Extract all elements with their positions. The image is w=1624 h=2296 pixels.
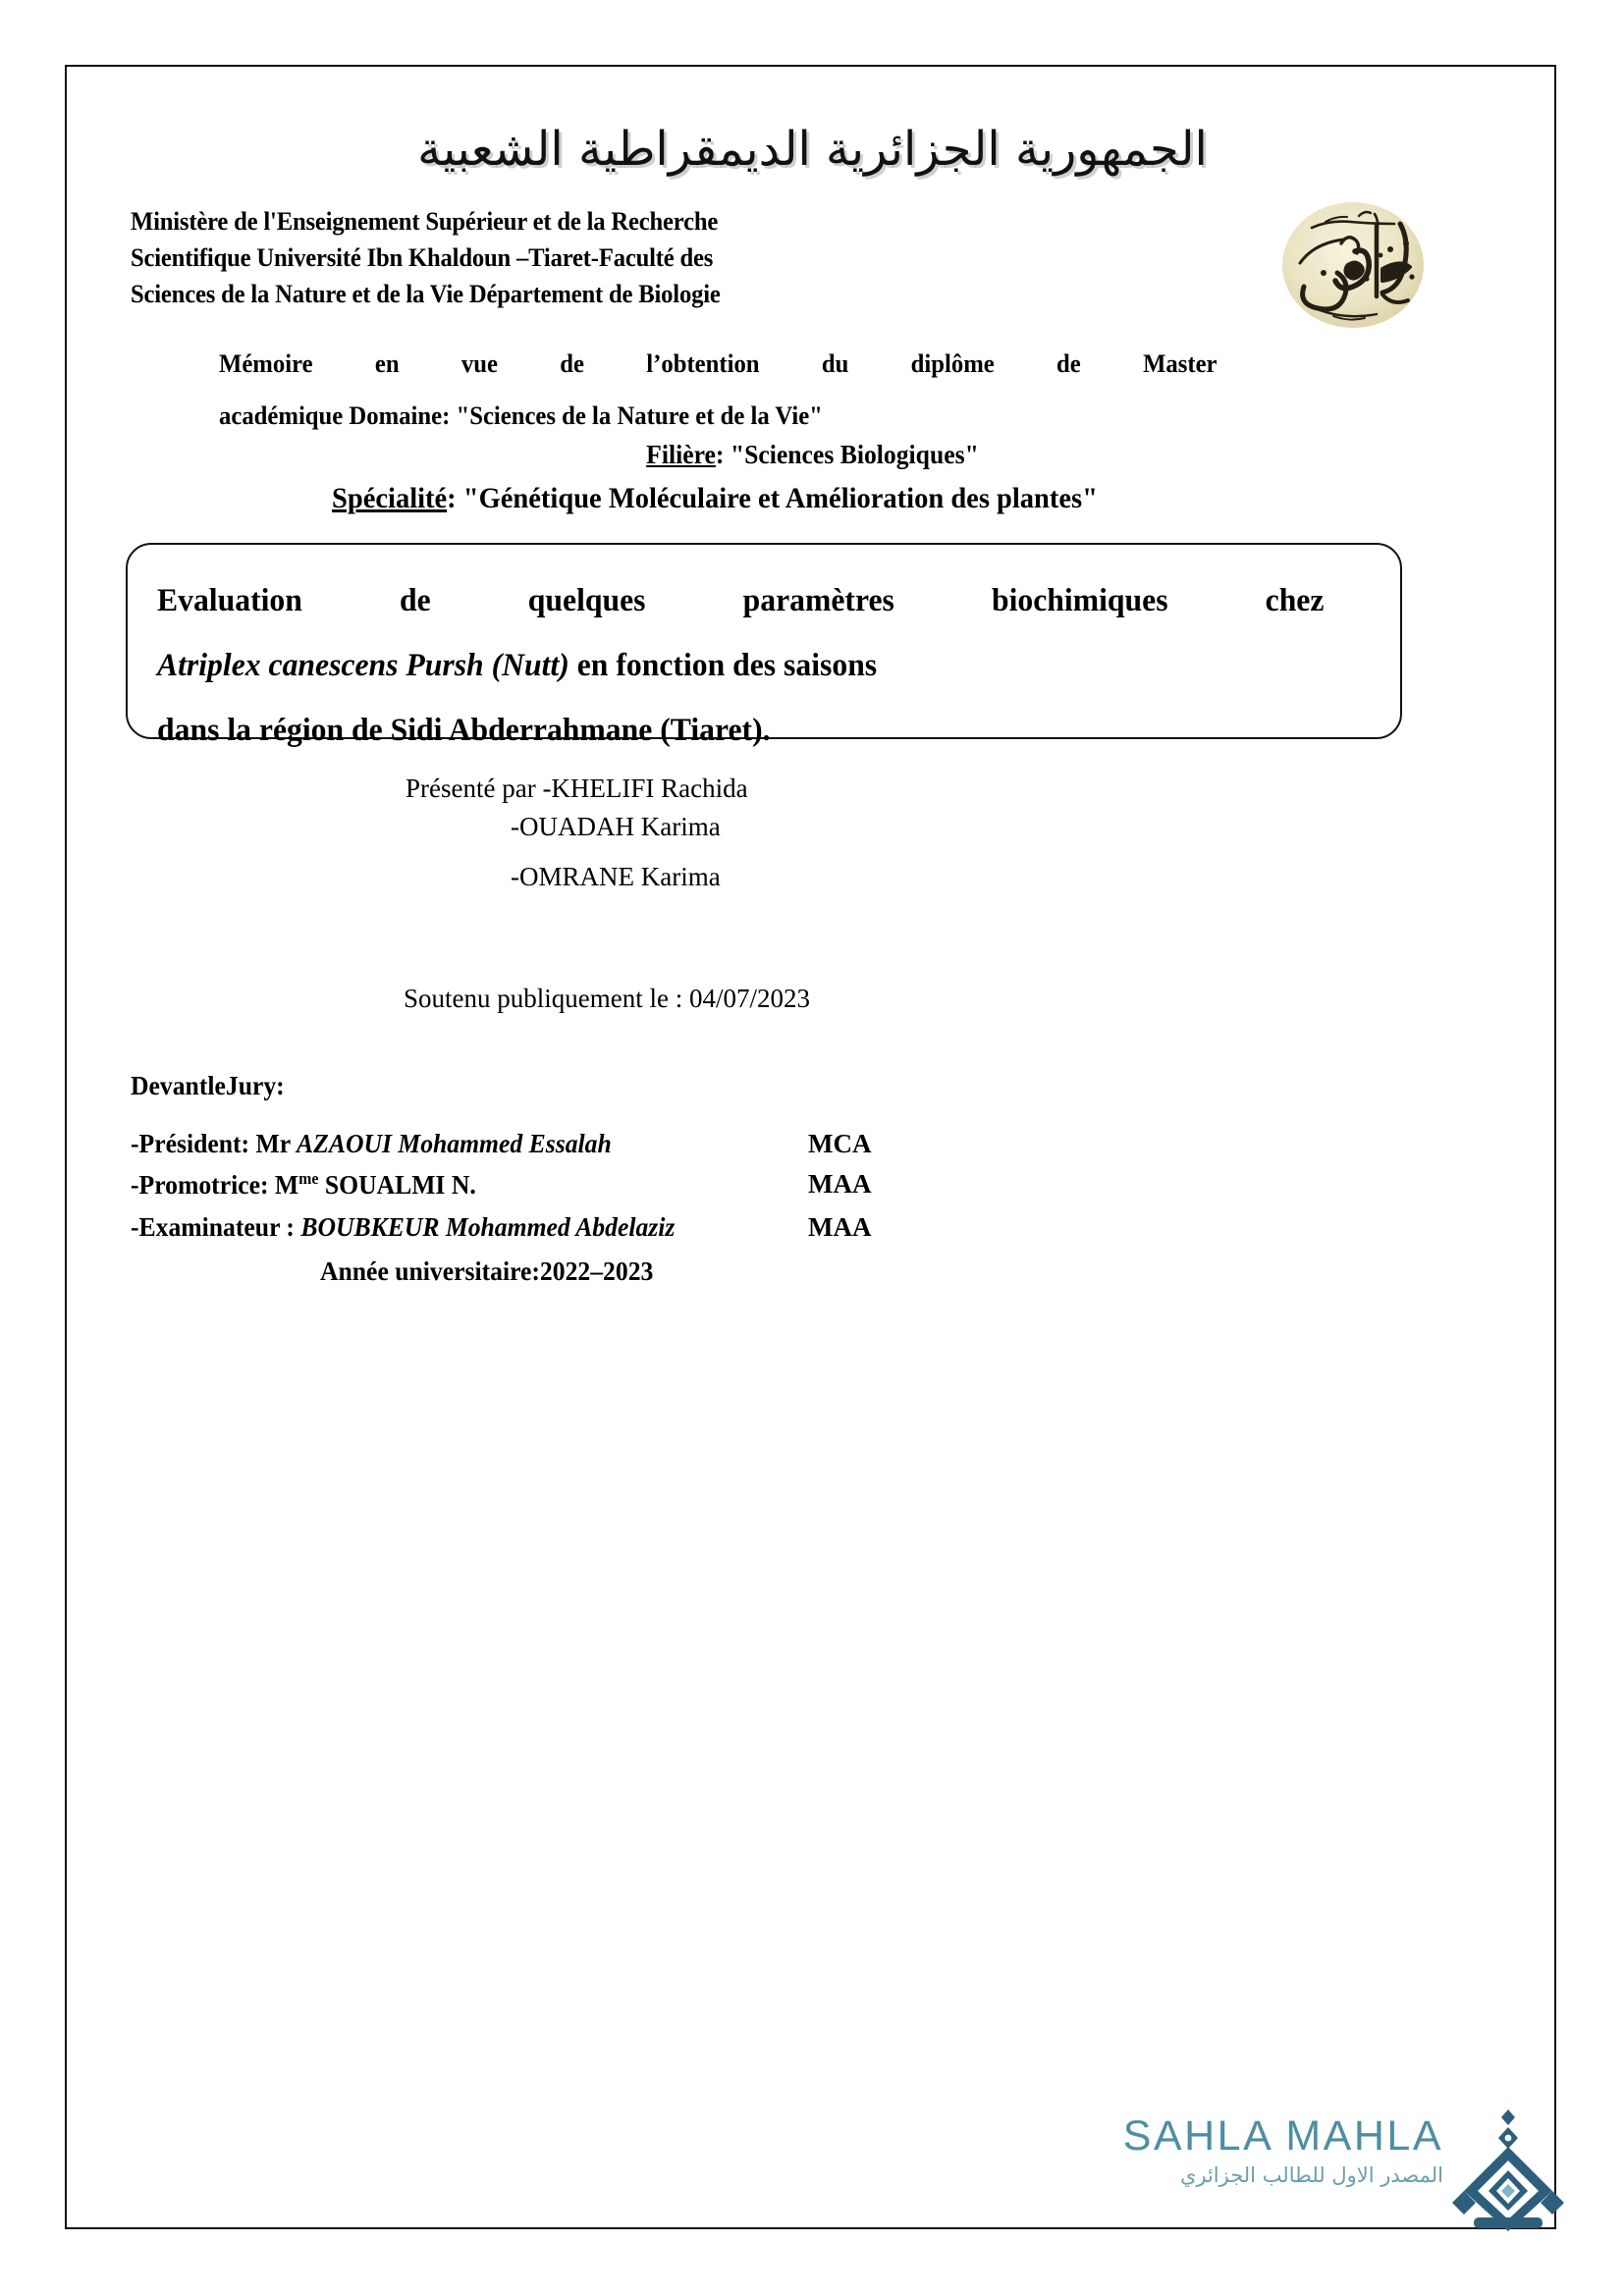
thesis-title-line-3: dans la région de Sidi Abderrahmane (Tiaret). (157, 713, 771, 748)
berber-diamond-logo-icon (1450, 2108, 1566, 2233)
species-name: Atriplex canescens Pursh (Nutt) (157, 648, 569, 683)
thesis-title-line-2 (157, 633, 1324, 698)
page-content (67, 67, 1558, 2231)
jury-role-superscript: me (298, 1169, 319, 1188)
filiere-line (104, 440, 1521, 470)
ministry-block (131, 203, 889, 312)
specialite-label: Spécialité (332, 482, 448, 514)
memoire-line-2: académique Domaine: "Sciences de la Nature et de la Vie" (219, 401, 823, 431)
title-word: de (399, 583, 431, 618)
jury-name: AZAOUI Mohammed Essalah (297, 1129, 612, 1158)
watermark-subtitle: المصدر الاول للطالب الجزائري (1179, 2163, 1443, 2187)
jury-name: SOUALMI N. (318, 1170, 476, 1200)
academic-year: Année universitaire:2022–2023 (320, 1256, 654, 1286)
author-2: -OUADAH Karima (511, 812, 721, 841)
jury-grade: MAA (808, 1212, 872, 1242)
jury-member-row (131, 1169, 1211, 1212)
title-line-2-rest: en fonction des saisons (568, 648, 878, 683)
ministry-line-3: Sciences de la Nature et de la Vie Département de Biologie (131, 279, 721, 309)
thesis-title-line-1 (157, 568, 1324, 633)
specialite-line (184, 480, 1247, 517)
watermark-title: SAHLA MAHLA (1122, 2112, 1443, 2160)
title-word: biochimiques (991, 583, 1168, 618)
memoire-line-1: Mémoire en vue de l’obtention du diplôme de Master (219, 349, 1218, 378)
arabic-republic-header: الجمهورية الجزائرية الديمقراطية الشعبية (417, 122, 1208, 177)
jury-member-role-and-name (131, 1129, 612, 1159)
specialite-value: "Génétique Moléculaire et Amélioration des plantes" (462, 482, 1098, 514)
jury-role: -Président: Mr (131, 1129, 298, 1158)
thesis-title-box (126, 543, 1402, 748)
university-seal-icon (1265, 192, 1441, 338)
jury-heading: DevantleJury: (131, 1071, 285, 1100)
sahla-mahla-watermark (1105, 2112, 1566, 2243)
jury-list (131, 1129, 1211, 1253)
author-3: -OMRANE Karima (511, 862, 721, 891)
ministry-line-1: Ministère de l'Enseignement Supérieur et de la Recherche (131, 206, 719, 236)
jury-role: -Examinateur : (131, 1212, 301, 1242)
title-word: paramètres (742, 583, 894, 618)
filiere-label: Filière (646, 440, 716, 469)
jury-member-role-and-name (131, 1212, 675, 1243)
title-word: chez (1265, 583, 1325, 618)
presented-by-label-and-author-1: Présenté par -KHELIFI Rachida (406, 774, 748, 803)
jury-name: BOUBKEUR Mohammed Abdelaziz (300, 1212, 676, 1242)
jury-member-role-and-name (131, 1169, 476, 1201)
filiere-separator: : (715, 440, 731, 469)
specialite-separator: : (447, 482, 463, 514)
page-border (65, 65, 1556, 2229)
watermark-text-block (1105, 2112, 1443, 2187)
ministry-line-2: Scientifique Université Ibn Khaldoun –Tiaret-Faculté des (131, 242, 714, 273)
jury-grade: MCA (808, 1129, 872, 1158)
filiere-value: "Sciences Biologiques" (730, 440, 979, 469)
jury-member-row (131, 1129, 1211, 1169)
defense-date-line: Soutenu publiquement le : 04/07/2023 (404, 984, 810, 1013)
title-word: Evaluation (157, 583, 302, 618)
title-word: quelques (527, 583, 646, 618)
memoire-block (219, 338, 1218, 443)
jury-member-row (131, 1212, 1211, 1253)
jury-role: -Promotrice: M (131, 1170, 299, 1200)
jury-grade: MAA (808, 1169, 872, 1199)
